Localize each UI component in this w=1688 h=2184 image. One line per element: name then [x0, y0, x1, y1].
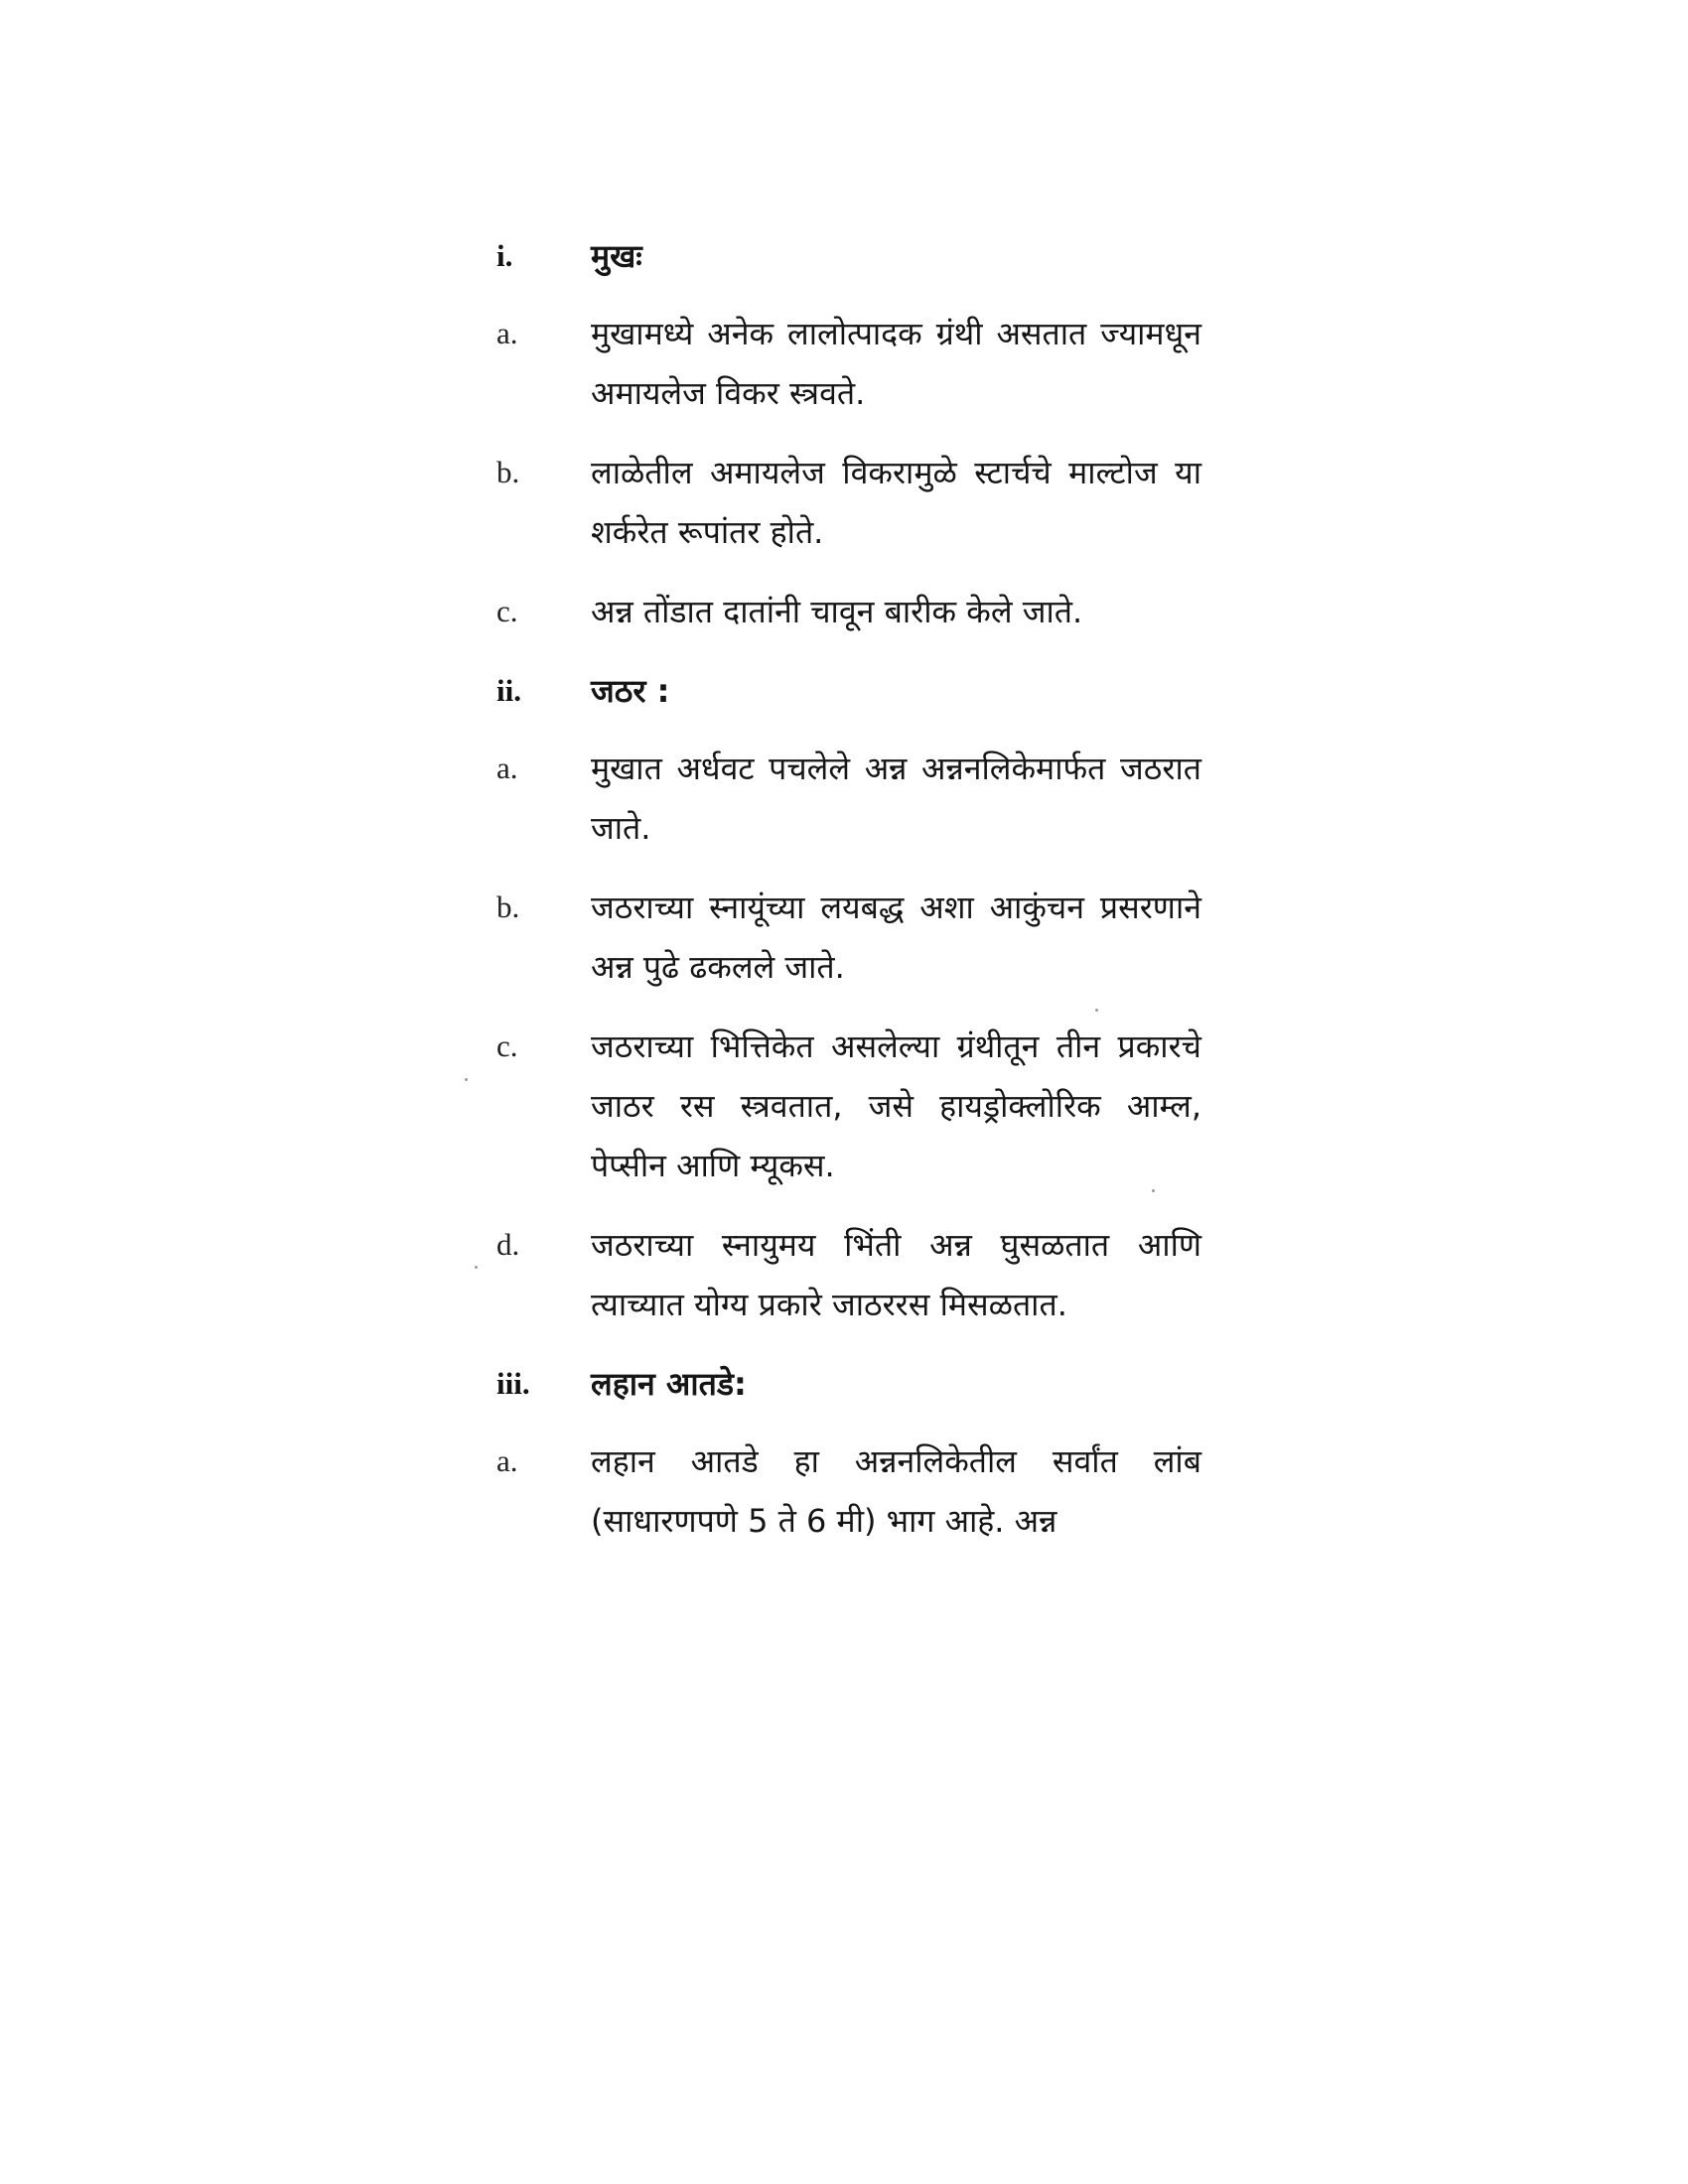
item-marker: a.	[496, 316, 518, 350]
section-heading-jathar	[496, 661, 1201, 721]
section-heading-mukh	[496, 226, 1201, 286]
section-marker: iii.	[496, 1366, 530, 1401]
item-marker: b.	[496, 889, 520, 924]
section-marker: i.	[496, 238, 513, 273]
list-item	[496, 878, 1201, 997]
scan-speck	[465, 1078, 468, 1081]
scan-speck	[475, 1266, 478, 1269]
item-marker: a.	[496, 751, 518, 785]
section-marker: ii.	[496, 673, 521, 708]
item-text: मुखात अर्धवट पचलेले अन्न अन्ननलिकेमार्फत जठरात जाते.	[591, 750, 1201, 847]
section-title: लहान आतडे:	[591, 1365, 747, 1403]
list-item	[496, 582, 1201, 641]
item-text: लाळेतील अमायलेज विकरामुळे स्टार्चचे माल्टोज या शर्करेत रूपांतर होते.	[591, 454, 1201, 551]
list-item	[496, 739, 1201, 858]
item-text: मुखामध्ये अनेक लालोत्पादक ग्रंथी असतात ज्यामधून अमायलेज विकर स्त्रवते.	[591, 315, 1201, 412]
section-heading-lahan-aatade	[496, 1354, 1201, 1414]
section-title: मुखः	[591, 237, 642, 275]
item-text: जठराच्या स्नायुमय भिंती अन्न घुसळतात आणि त्याच्यात योग्य प्रकारे जाठररस मिसळतात.	[591, 1226, 1201, 1323]
list-item	[496, 1432, 1201, 1551]
item-marker: a.	[496, 1443, 518, 1478]
item-marker: c.	[496, 1028, 518, 1063]
document-body	[496, 226, 1201, 1570]
list-item	[496, 443, 1201, 562]
scan-speck	[1095, 1009, 1098, 1012]
scan-speck	[1152, 1189, 1155, 1192]
list-item	[496, 1017, 1201, 1195]
section-title: जठर :	[591, 672, 670, 710]
item-text: लहान आतडे हा अन्ननलिकेतील सर्वांत लांब (साधारणपणे 5 ते 6 मी) भाग आहे. अन्न	[591, 1442, 1201, 1540]
list-item	[496, 1215, 1201, 1334]
item-marker: b.	[496, 455, 520, 489]
item-marker: d.	[496, 1227, 520, 1262]
item-text: जठराच्या स्नायूंच्या लयबद्ध अशा आकुंचन प्रसरणाने अन्न पुढे ढकलले जाते.	[591, 888, 1201, 986]
item-marker: c.	[496, 594, 518, 628]
item-text: अन्न तोंडात दातांनी चावून बारीक केले जाते.	[591, 593, 1083, 630]
list-item	[496, 304, 1201, 423]
item-text: जठराच्या भित्तिकेत असलेल्या ग्रंथीतून तीन प्रकारचे जाठर रस स्त्रवतात, जसे हायड्रोक्लोरिक आम्ल, पेप्सीन आणि म्यूकस.	[591, 1027, 1201, 1184]
